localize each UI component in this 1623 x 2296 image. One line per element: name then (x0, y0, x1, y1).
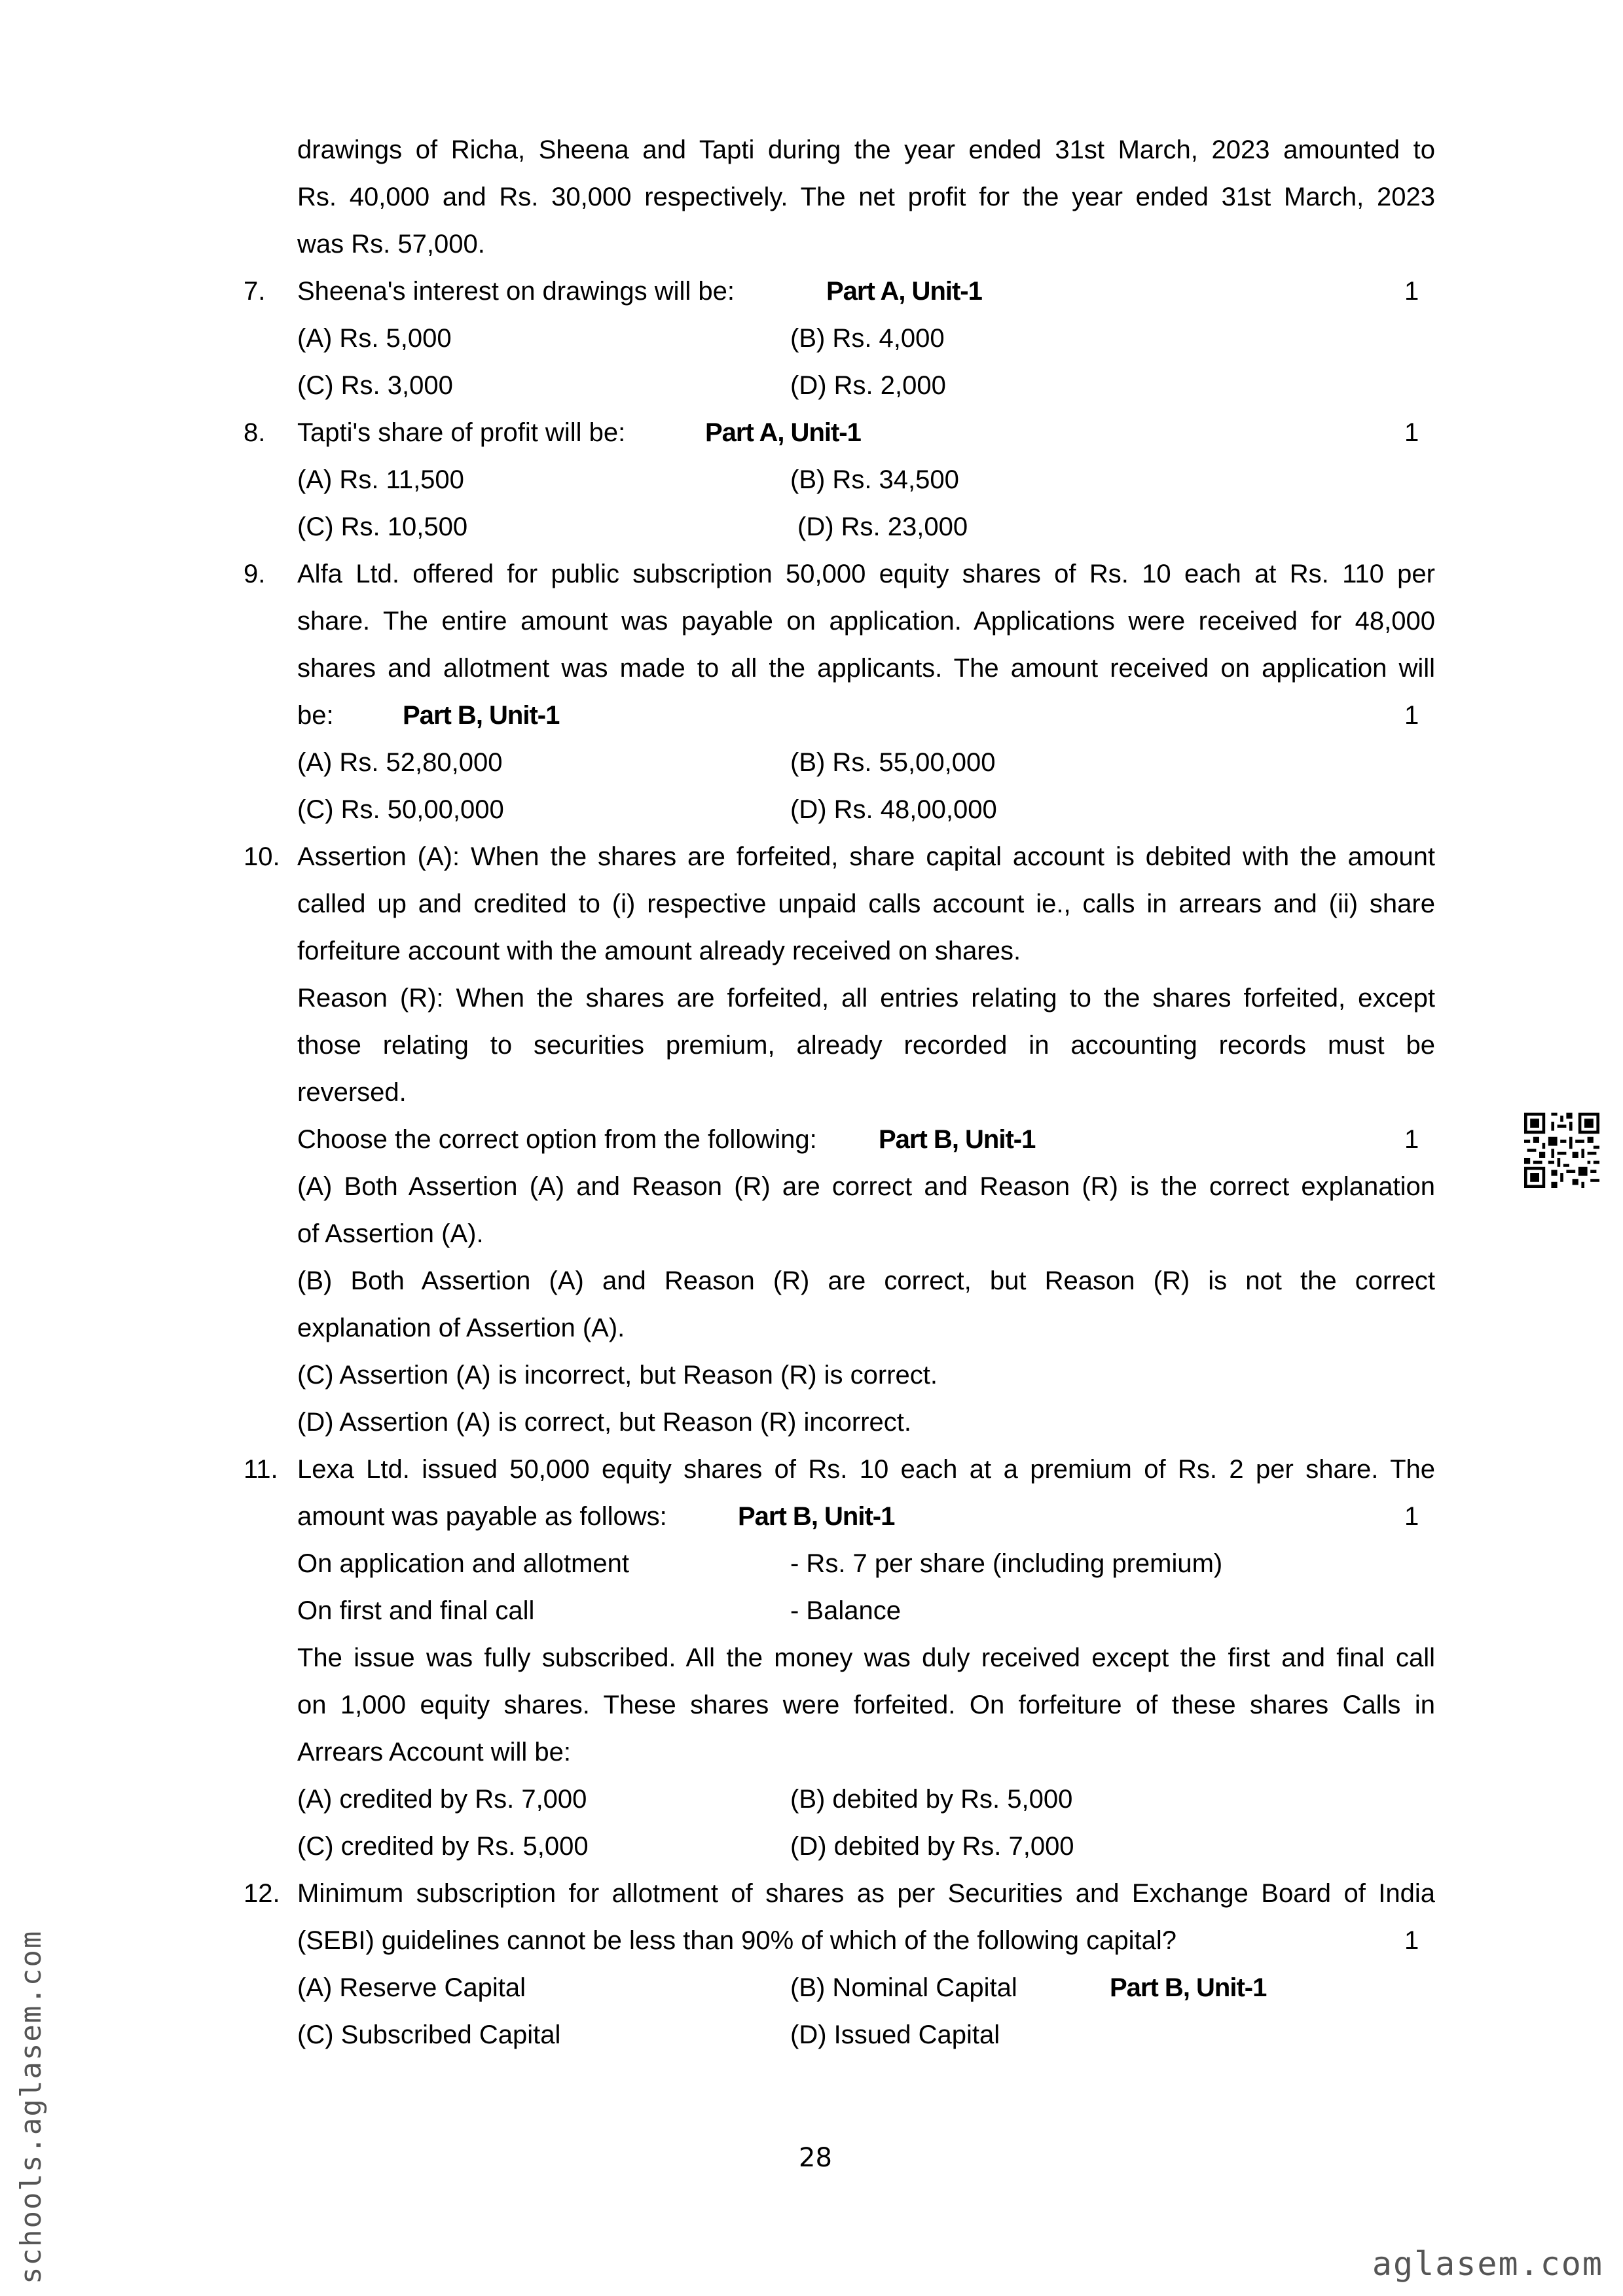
reason-text: reversed. (297, 1078, 407, 1107)
option-b: (B) Rs. 55,00,000 (790, 748, 996, 777)
option-d: (D) Issued Capital (790, 2020, 1000, 2049)
marks: 1 (1404, 1502, 1419, 1531)
question-number: 12. (244, 1879, 280, 1908)
option-c: (C) Rs. 10,500 (297, 512, 468, 541)
payment-label: On application and allotment (297, 1549, 629, 1578)
page-number: 28 (799, 2143, 832, 2173)
question-text: shares and allotment was made to all the applicants. The amount received on application will (297, 654, 1435, 683)
option-b: explanation of Assertion (A). (297, 1314, 625, 1342)
question-text: Arrears Account will be: (297, 1738, 571, 1767)
question-text: Choose the correct option from the following: (297, 1125, 817, 1154)
marks: 1 (1404, 277, 1419, 306)
option-a: (A) Rs. 52,80,000 (297, 748, 503, 777)
option-a: of Assertion (A). (297, 1219, 484, 1248)
payment-label: On first and final call (297, 1596, 535, 1625)
unit-tag: Part B, Unit-1 (1110, 1973, 1267, 2002)
marks: 1 (1404, 1926, 1419, 1955)
question-text: Lexa Ltd. issued 50,000 equity shares of Rs. 10 each at a premium of Rs. 2 per share. The (297, 1455, 1435, 1484)
payment-value: - Rs. 7 per share (including premium) (790, 1549, 1223, 1578)
option-d: (D) Rs. 2,000 (790, 371, 946, 400)
option-d: (D) debited by Rs. 7,000 (790, 1832, 1074, 1861)
qr-code-icon[interactable] (1524, 1113, 1599, 1188)
question-text: Minimum subscription for allotment of shares as per Securities and Exchange Board of India (297, 1879, 1435, 1908)
reason-text: those relating to securities premium, already recorded in accounting records must be (297, 1031, 1435, 1060)
option-a: (A) Rs. 11,500 (297, 465, 464, 494)
marks: 1 (1404, 418, 1419, 447)
question-text: The issue was fully subscribed. All the money was duly received except the first and final call (297, 1643, 1435, 1672)
question-text: be: (297, 701, 334, 730)
unit-tag: Part B, Unit-1 (879, 1125, 1036, 1154)
marks: 1 (1404, 1125, 1419, 1154)
reason-text: Reason (R): When the shares are forfeited, all entries relating to the shares forfeited, except (297, 984, 1435, 1013)
option-c: (C) credited by Rs. 5,000 (297, 1832, 589, 1861)
watermark-corner: aglasem.com (1372, 2245, 1603, 2283)
option-d: (D) Assertion (A) is correct, but Reason (R) incorrect. (297, 1408, 912, 1437)
marks: 1 (1404, 701, 1419, 730)
question-text: Sheena's interest on drawings will be: (297, 277, 735, 306)
question-text: on 1,000 equity shares. These shares were forfeited. On forfeiture of these shares Calls in (297, 1691, 1435, 1719)
assertion-text: Assertion (A): When the shares are forfeited, share capital account is debited with the amount (297, 842, 1435, 871)
intro-line: was Rs. 57,000. (297, 230, 485, 259)
option-c: (C) Rs. 3,000 (297, 371, 453, 400)
option-b: (B) Nominal Capital (790, 1973, 1017, 2002)
question-number: 11. (244, 1455, 278, 1484)
question-number: 8. (244, 418, 266, 447)
watermark-side: schools.aglasem.com (14, 1929, 48, 2284)
payment-value: - Balance (790, 1596, 901, 1625)
option-b: (B) Rs. 34,500 (790, 465, 959, 494)
intro-line: Rs. 40,000 and Rs. 30,000 respectively. The net profit for the year ended 31st March, 2023 (297, 183, 1435, 211)
intro-line: drawings of Richa, Sheena and Tapti during the year ended 31st March, 2023 amounted to (297, 135, 1435, 164)
option-b: (B) Both Assertion (A) and Reason (R) are correct, but Reason (R) is not the correct (297, 1266, 1435, 1295)
question-text: Tapti's share of profit will be: (297, 418, 626, 447)
option-a: (A) Reserve Capital (297, 1973, 526, 2002)
option-a: (A) credited by Rs. 7,000 (297, 1785, 587, 1814)
question-text: amount was payable as follows: (297, 1502, 667, 1531)
option-d: (D) Rs. 48,00,000 (790, 795, 997, 824)
question-text: (SEBI) guidelines cannot be less than 90% of which of the following capital? (297, 1926, 1177, 1955)
assertion-text: called up and credited to (i) respective unpaid calls account ie., calls in arrears and (ii) share (297, 889, 1435, 918)
unit-tag: Part B, Unit-1 (403, 701, 560, 730)
option-a: (A) Rs. 5,000 (297, 324, 452, 353)
assertion-text: forfeiture account with the amount already received on shares. (297, 937, 1021, 965)
option-b: (B) Rs. 4,000 (790, 324, 945, 353)
option-d: (D) Rs. 23,000 (797, 512, 968, 541)
option-c: (C) Subscribed Capital (297, 2020, 561, 2049)
unit-tag: Part A, Unit-1 (705, 418, 861, 447)
question-text: share. The entire amount was payable on application. Applications were received for 48,000 (297, 607, 1435, 636)
question-number: 9. (244, 560, 266, 588)
unit-tag: Part B, Unit-1 (738, 1502, 895, 1531)
option-c: (C) Assertion (A) is incorrect, but Reason (R) is correct. (297, 1361, 938, 1390)
question-text: Alfa Ltd. offered for public subscription 50,000 equity shares of Rs. 10 each at Rs. 110 per (297, 560, 1435, 588)
unit-tag: Part A, Unit-1 (826, 277, 982, 306)
question-number: 7. (244, 277, 266, 306)
option-a: (A) Both Assertion (A) and Reason (R) are correct and Reason (R) is the correct explanation (297, 1172, 1435, 1201)
option-c: (C) Rs. 50,00,000 (297, 795, 504, 824)
question-number: 10. (244, 842, 280, 871)
option-b: (B) debited by Rs. 5,000 (790, 1785, 1073, 1814)
